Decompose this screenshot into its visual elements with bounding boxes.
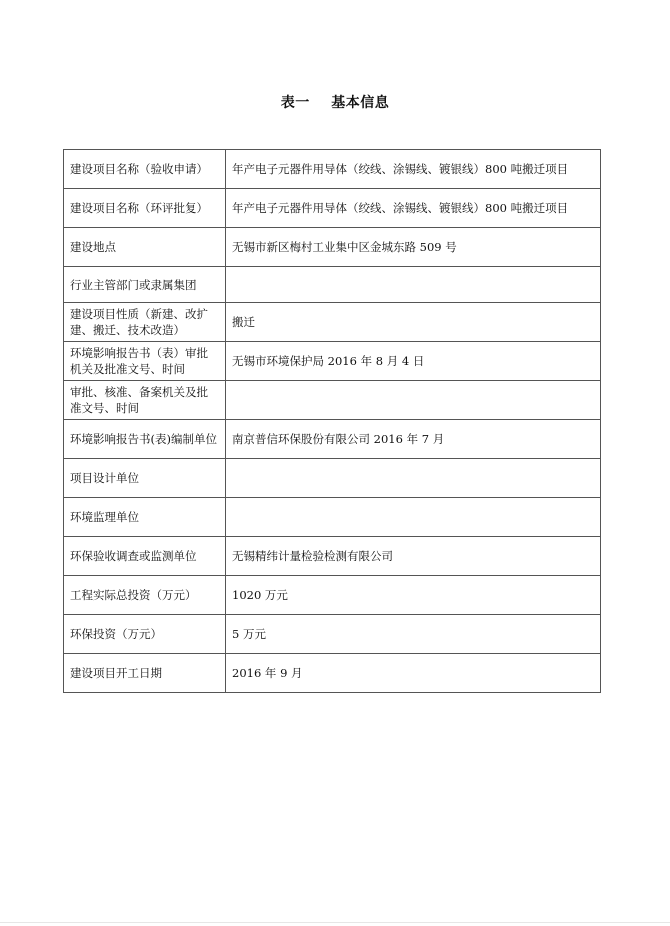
row-label-location: 建设地点 xyxy=(64,228,226,267)
row-label-start-date: 建设项目开工日期 xyxy=(64,654,226,693)
table-row xyxy=(64,150,601,189)
row-label-nature: 建设项目性质（新建、改扩建、搬迁、技术改造） xyxy=(64,303,226,342)
row-value-start-date: 2016 年 9 月 xyxy=(226,654,601,693)
row-value-total-investment: 1020 万元 xyxy=(226,576,601,615)
table-row xyxy=(64,342,601,381)
row-label-design-unit: 项目设计单位 xyxy=(64,459,226,498)
table-row xyxy=(64,576,601,615)
row-value-project-name-eia: 年产电子元器件用导体（绞线、涂锡线、镀银线）800 吨搬迁项目 xyxy=(226,189,601,228)
row-value-design-unit xyxy=(226,459,601,498)
table-row xyxy=(64,537,601,576)
row-label-monitoring-unit: 环保验收调查或监测单位 xyxy=(64,537,226,576)
row-label-total-investment: 工程实际总投资（万元） xyxy=(64,576,226,615)
row-value-authority xyxy=(226,267,601,303)
row-label-eia-approval: 环境影响报告书（表）审批机关及批准文号、时间 xyxy=(64,342,226,381)
table-row xyxy=(64,267,601,303)
table-row xyxy=(64,303,601,342)
table-title: 表一 基本信息 xyxy=(280,95,390,111)
row-label-supervision-unit: 环境监理单位 xyxy=(64,498,226,537)
row-label-eia-preparer: 环境影响报告书(表)编制单位 xyxy=(64,420,226,459)
row-value-filing xyxy=(226,381,601,420)
row-value-location: 无锡市新区梅村工业集中区金城东路 509 号 xyxy=(226,228,601,267)
row-label-project-name-acceptance: 建设项目名称（验收申请） xyxy=(64,150,226,189)
row-label-env-investment: 环保投资（万元） xyxy=(64,615,226,654)
row-value-eia-preparer: 南京普信环保股份有限公司 2016 年 7 月 xyxy=(226,420,601,459)
row-label-authority: 行业主管部门或隶属集团 xyxy=(64,267,226,303)
table-row xyxy=(64,381,601,420)
row-value-nature: 搬迁 xyxy=(226,303,601,342)
row-label-filing: 审批、核准、备案机关及批准文号、时间 xyxy=(64,381,226,420)
row-value-supervision-unit xyxy=(226,498,601,537)
table-row xyxy=(64,420,601,459)
page-edge-divider xyxy=(0,922,670,923)
row-label-project-name-eia: 建设项目名称（环评批复） xyxy=(64,189,226,228)
table-row xyxy=(64,615,601,654)
row-value-env-investment: 5 万元 xyxy=(226,615,601,654)
row-value-monitoring-unit: 无锡精纬计量检验检测有限公司 xyxy=(226,537,601,576)
table-row xyxy=(64,459,601,498)
table-row xyxy=(64,189,601,228)
row-value-eia-approval: 无锡市环境保护局 2016 年 8 月 4 日 xyxy=(226,342,601,381)
table-row xyxy=(64,654,601,693)
basic-info-table xyxy=(63,149,601,693)
table-row xyxy=(64,498,601,537)
table-row xyxy=(64,228,601,267)
row-value-project-name-acceptance: 年产电子元器件用导体（绞线、涂锡线、镀银线）800 吨搬迁项目 xyxy=(226,150,601,189)
